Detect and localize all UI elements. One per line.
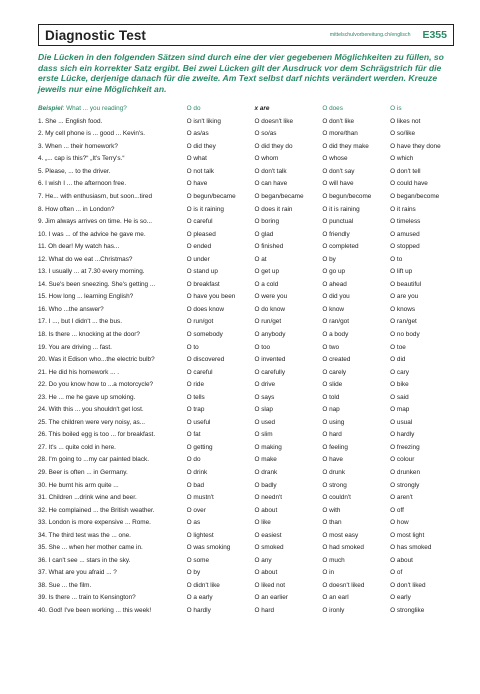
answer-option[interactable]: O it is raining	[322, 205, 360, 213]
answer-option[interactable]: O an earlier	[254, 594, 288, 602]
answer-option[interactable]: O no body	[390, 330, 420, 338]
header-box	[38, 24, 454, 46]
answer-option[interactable]: O carely	[322, 368, 347, 376]
question-text: 14. Sue's been sneezing. She's getting ...	[38, 280, 156, 288]
question-text: 13. I usually ... at 7.30 every morning.	[38, 268, 145, 276]
answer-option[interactable]: O using	[322, 418, 345, 426]
example-option-3: O does	[322, 105, 343, 113]
answer-option[interactable]: O whom	[254, 155, 279, 163]
question-text: 31. Children ...drink wine and beer.	[38, 494, 137, 502]
answer-option[interactable]: O under	[186, 255, 210, 263]
answer-option[interactable]: O created	[322, 356, 351, 364]
question-text: 33. London is more expensive ... Rome.	[38, 519, 151, 527]
answer-option[interactable]: O about	[254, 569, 278, 577]
answer-option[interactable]: O did	[390, 356, 406, 364]
answer-option[interactable]: O don't tell	[390, 167, 421, 175]
answer-option[interactable]: O did they make	[322, 142, 369, 150]
question-text: 36. I can't see ... stars in the sky.	[38, 556, 131, 564]
answer-option[interactable]: O drive	[254, 381, 276, 389]
answer-option[interactable]: O whose	[322, 155, 348, 163]
site-url: mittelschulvorbereitung.ch/englisch	[329, 32, 411, 38]
answer-option[interactable]: O early	[390, 594, 411, 602]
answer-option[interactable]: O beautiful	[390, 280, 422, 288]
answer-option[interactable]: O told	[322, 393, 340, 401]
answer-option[interactable]: O like	[254, 519, 271, 527]
answer-option[interactable]: O stronglike	[390, 607, 425, 615]
answer-option[interactable]: O over	[186, 506, 206, 514]
answer-option[interactable]: O knows	[390, 305, 416, 313]
question-text: 19. You are driving ... fast.	[38, 343, 112, 351]
question-row	[38, 253, 454, 266]
answer-option[interactable]: O nap	[322, 406, 340, 414]
answer-option[interactable]: O do know	[254, 305, 286, 313]
question-text: 9. Jim always arrives on time. He is so...	[38, 218, 152, 226]
question-row	[38, 516, 454, 529]
answer-option[interactable]: O lift up	[390, 268, 413, 276]
answer-option[interactable]: O freezing	[390, 443, 420, 451]
answer-option[interactable]: O couldn't	[322, 494, 351, 502]
answer-option[interactable]: O do	[186, 456, 201, 464]
question-text: 27. It's ... quite cold in here.	[38, 443, 116, 451]
answer-option[interactable]: O bad	[186, 481, 205, 489]
answer-option[interactable]: O did they do	[254, 142, 293, 150]
question-text: 25. The children were very noisy, as...	[38, 418, 146, 426]
question-row	[38, 265, 454, 278]
answer-option[interactable]: O fat	[186, 431, 201, 439]
answer-option[interactable]: O know	[322, 305, 344, 313]
answer-option[interactable]: O is it raining	[186, 205, 224, 213]
answer-option[interactable]: O careful	[186, 368, 213, 376]
question-row	[38, 303, 454, 316]
page-title: Diagnostic Test	[45, 27, 147, 43]
answer-option[interactable]: O much	[322, 556, 345, 564]
answer-option[interactable]: O lightest	[186, 531, 214, 539]
answer-option[interactable]: O a early	[186, 594, 213, 602]
example-text: : What ... you reading?	[62, 105, 127, 113]
answer-option[interactable]: O slap	[254, 406, 273, 414]
question-text: 3. When ... their homework?	[38, 142, 118, 150]
answer-option[interactable]: O invented	[254, 356, 286, 364]
answer-option[interactable]: O making	[254, 443, 282, 451]
question-text: 29. Beer is often ... in Germany.	[38, 469, 128, 476]
answer-option[interactable]: O somebody	[186, 330, 223, 338]
question-text: 40. God! I've been working ... this week!	[38, 607, 152, 615]
answer-option[interactable]: O have	[322, 456, 343, 464]
answer-option[interactable]: O aren't	[390, 494, 413, 502]
answer-option[interactable]: O to	[186, 343, 199, 351]
question-row	[38, 391, 454, 404]
answer-option[interactable]: O didn't like	[186, 581, 220, 589]
question-text: 23. He ... me he gave up smoking.	[38, 393, 136, 401]
answer-option[interactable]: O than	[322, 519, 342, 527]
answer-option[interactable]: O punctual	[322, 218, 354, 226]
answer-option[interactable]: O useful	[186, 418, 211, 426]
question-row	[38, 203, 454, 216]
answer-option[interactable]: O map	[390, 406, 410, 414]
answer-option[interactable]: O isn't liking	[186, 117, 221, 125]
question-text: 18. Is there ... knocking at the door?	[38, 330, 140, 338]
answer-option[interactable]: O which	[390, 155, 414, 163]
answer-option[interactable]: O drunk	[322, 469, 346, 476]
answer-option[interactable]: O as/as	[186, 130, 209, 138]
answer-option[interactable]: O get up	[254, 268, 279, 276]
answer-option[interactable]: O discovered	[186, 356, 225, 364]
answer-option[interactable]: O strongly	[390, 481, 420, 489]
question-row	[38, 190, 454, 203]
question-text: 26. This boiled egg is too ... for breakfast.	[38, 431, 156, 439]
question-text: 7. He... with enthusiasm, but soon...tired	[38, 192, 153, 200]
answer-option[interactable]: O slide	[322, 381, 343, 389]
question-text: 6. I wish I ... the afternoon free.	[38, 180, 127, 188]
answer-option[interactable]: O began/become	[390, 192, 440, 200]
question-row	[38, 479, 454, 492]
answer-option[interactable]: O likes not	[390, 117, 421, 125]
answer-option[interactable]: O easiest	[254, 531, 282, 539]
example-option-1: O do	[186, 105, 201, 113]
answer-option[interactable]: O about	[390, 556, 413, 564]
question-row	[38, 353, 454, 366]
question-row	[38, 366, 454, 379]
answer-option[interactable]: O careful	[186, 218, 213, 226]
question-row	[38, 153, 454, 166]
answer-option[interactable]: O getting	[186, 443, 213, 451]
answer-option[interactable]: O pleased	[186, 230, 216, 238]
answer-option[interactable]: O an earl	[322, 594, 349, 602]
question-row	[38, 228, 454, 241]
answer-option[interactable]: O are you	[390, 293, 419, 301]
answer-option[interactable]: O began/became	[254, 192, 304, 200]
question-row	[38, 567, 454, 580]
document-code: E355	[422, 29, 447, 41]
answer-option[interactable]: O ironly	[322, 607, 345, 615]
answer-option[interactable]: O have	[186, 180, 208, 188]
answer-option[interactable]: O slim	[254, 431, 273, 439]
example-label: Beispiel	[38, 105, 63, 113]
question-row	[38, 542, 454, 555]
answer-option[interactable]: O ended	[186, 243, 212, 251]
answer-option[interactable]: O amused	[390, 230, 420, 238]
answer-option[interactable]: O hard	[254, 607, 275, 615]
answer-option[interactable]: O a body	[322, 330, 349, 338]
answer-option[interactable]: O cary	[390, 368, 409, 376]
question-rows	[38, 115, 454, 617]
question-text: 11. Oh dear! My watch has...	[38, 243, 120, 251]
answer-option[interactable]: O doesn't like	[254, 117, 294, 125]
question-text: 10. I was ... of the advice he gave me.	[38, 230, 146, 238]
answer-option[interactable]: O usual	[390, 418, 413, 426]
question-row	[38, 140, 454, 153]
answer-option[interactable]: O so/as	[254, 130, 277, 138]
answer-option[interactable]: O boring	[254, 218, 279, 226]
answer-option[interactable]: O hard	[322, 431, 342, 439]
question-row	[38, 491, 454, 504]
answer-option[interactable]: O at	[254, 255, 267, 263]
question-row	[38, 592, 454, 605]
answer-option[interactable]: O it rains	[390, 205, 416, 213]
question-text: 1. She ... English food.	[38, 117, 103, 125]
answer-option[interactable]: O have you been	[186, 293, 236, 301]
answer-option[interactable]: O about	[254, 506, 278, 514]
question-text: 21. He did his homework ... .	[38, 368, 119, 376]
answer-option[interactable]: O don't talk	[254, 167, 287, 175]
answer-option[interactable]: O did they	[186, 142, 216, 150]
question-row	[38, 604, 454, 617]
answer-option[interactable]: O run/got	[186, 318, 214, 326]
answer-option[interactable]: O more/than	[322, 130, 358, 138]
answer-option[interactable]: O hardly	[390, 431, 415, 439]
question-text: 12. What do we eat ...Christmas?	[38, 255, 133, 263]
answer-option[interactable]: O breakfast	[186, 280, 220, 288]
question-row	[38, 504, 454, 517]
question-text: 17. I ..., but I didn't ... the bus.	[38, 318, 122, 326]
question-row	[38, 115, 454, 128]
question-row	[38, 554, 454, 567]
answer-option[interactable]: O carefully	[254, 368, 286, 376]
answer-option[interactable]: O don't say	[322, 167, 355, 175]
answer-option[interactable]: O tells	[186, 393, 205, 401]
question-grid	[38, 102, 454, 616]
answer-option[interactable]: O drink	[186, 469, 208, 476]
example-option-2: x are	[254, 105, 270, 113]
question-row	[38, 278, 454, 291]
answer-option[interactable]: O were you	[254, 293, 288, 301]
answer-option[interactable]: O toe	[390, 343, 406, 351]
answer-option[interactable]: O mustn't	[186, 494, 214, 502]
question-row	[38, 429, 454, 442]
answer-option[interactable]: O to	[390, 255, 403, 263]
answer-option[interactable]: O begun/became	[186, 192, 236, 200]
example-question	[38, 105, 187, 112]
answer-option[interactable]: O most easy	[322, 531, 359, 539]
question-text: 35. She ... when her mother came in.	[38, 544, 143, 552]
answer-option[interactable]: O can have	[254, 180, 288, 188]
answer-option[interactable]: O drank	[254, 469, 278, 476]
question-text: 8. How often ... in London?	[38, 205, 115, 213]
question-row	[38, 579, 454, 592]
question-row	[38, 316, 454, 329]
answer-option[interactable]: O bike	[390, 381, 409, 389]
answer-option[interactable]: O friendly	[322, 230, 350, 238]
answer-option[interactable]: O hardly	[186, 607, 211, 615]
answer-option[interactable]: O anybody	[254, 330, 286, 338]
answer-option[interactable]: O ran/get	[390, 318, 417, 326]
answer-option[interactable]: O trap	[186, 406, 205, 414]
question-text: 15. How long ... learning English?	[38, 293, 134, 301]
answer-option[interactable]: O colour	[390, 456, 415, 464]
answer-option[interactable]: O completed	[322, 243, 359, 251]
answer-option[interactable]: O has smoked	[390, 544, 432, 552]
answer-option[interactable]: O said	[390, 393, 409, 401]
answer-option[interactable]: O off	[390, 506, 404, 514]
answer-option[interactable]: O was smoking	[186, 544, 231, 552]
question-row	[38, 416, 454, 429]
answer-option[interactable]: O glad	[254, 230, 274, 238]
answer-option[interactable]: O stopped	[390, 243, 420, 251]
answer-option[interactable]: O drunken	[390, 469, 421, 476]
question-text: 20. Was it Edison who...the electric bulb?	[38, 356, 155, 364]
question-text: 4. „... cap is this?“ „It's Terry's.“	[38, 155, 125, 163]
question-row	[38, 127, 454, 140]
answer-option[interactable]: O ride	[186, 381, 205, 389]
question-row	[38, 341, 454, 354]
question-row	[38, 328, 454, 341]
answer-option[interactable]: O badly	[254, 481, 277, 489]
instructions: Die Lücken in den folgenden Sätzen sind durch eine der vier gegebenen Möglichkeiten zu füllen, so dass sich ein korrekter Satz ergibt. Bei zwei Lücken gilt der Ausdruck vor dem Schrägstrich für die erste Lücke, derjenige danach für die zweite. Am Text selbst darf nichts verändert werden. Kreuze jeweils nur eine Möglichkeit an.	[38, 52, 444, 94]
answer-option[interactable]: O does know	[186, 305, 224, 313]
answer-option[interactable]: O finished	[254, 243, 284, 251]
question-text: 2. My cell phone is ... good ... Kevin's.	[38, 130, 146, 138]
question-row	[38, 404, 454, 417]
answer-option[interactable]: O doesn't liked	[322, 581, 365, 589]
question-row	[38, 454, 454, 467]
answer-option[interactable]: O liked not	[254, 581, 286, 589]
answer-option[interactable]: O go up	[322, 268, 346, 276]
answer-option[interactable]: O smoked	[254, 544, 284, 552]
answer-option[interactable]: O timeless	[390, 218, 421, 226]
example-row	[38, 102, 454, 115]
answer-option[interactable]: O don't like	[322, 117, 355, 125]
answer-option[interactable]: O will have	[322, 180, 354, 188]
answer-option[interactable]: O not talk	[186, 167, 214, 175]
answer-option[interactable]: O had smoked	[322, 544, 364, 552]
answer-option[interactable]: O run/get	[254, 318, 282, 326]
answer-option[interactable]: O in	[322, 569, 335, 577]
answer-option[interactable]: O ran/got	[322, 318, 349, 326]
answer-option[interactable]: O any	[254, 556, 272, 564]
question-text: 16. Who ...the answer?	[38, 305, 104, 313]
question-text: 22. Do you know how to ...a motorcycle?	[38, 381, 154, 389]
question-text: 38. Sue ... the film.	[38, 581, 92, 589]
answer-option[interactable]: O did you	[322, 293, 350, 301]
question-text: 30. He burnt his arm quite ...	[38, 481, 119, 489]
question-text: 24. With this ... you shouldn't get lost.	[38, 406, 144, 414]
question-text: 32. He complained ... the British weather.	[38, 506, 155, 514]
question-row	[38, 240, 454, 253]
answer-option[interactable]: O ahead	[322, 280, 347, 288]
answer-option[interactable]: O strong	[322, 481, 347, 489]
question-row	[38, 529, 454, 542]
answer-option[interactable]: O as	[186, 519, 201, 527]
answer-option[interactable]: O so/like	[390, 130, 416, 138]
answer-option[interactable]: O too	[254, 343, 271, 351]
question-row	[38, 378, 454, 391]
example-option-4: O is	[390, 105, 402, 113]
answer-option[interactable]: O a cold	[254, 280, 279, 288]
answer-option[interactable]: O with	[322, 506, 341, 514]
question-row	[38, 178, 454, 191]
question-row	[38, 291, 454, 304]
answer-option[interactable]: O says	[254, 393, 275, 401]
answer-option[interactable]: O how	[390, 519, 409, 527]
answer-option[interactable]: O make	[254, 456, 277, 464]
answer-option[interactable]: O what	[186, 155, 207, 163]
answer-option[interactable]: O used	[254, 418, 276, 426]
question-text: 5. Please, ... to the driver.	[38, 167, 111, 175]
answer-option[interactable]: O does it rain	[254, 205, 293, 213]
answer-option[interactable]: O by	[186, 569, 201, 577]
answer-option[interactable]: O stand up	[186, 268, 218, 276]
question-row	[38, 466, 454, 479]
answer-option[interactable]: O begun/become	[322, 192, 372, 200]
answer-option[interactable]: O feeling	[322, 443, 348, 451]
worksheet	[38, 24, 454, 617]
answer-option[interactable]: O two	[322, 343, 340, 351]
question-row	[38, 441, 454, 454]
question-text: 37. What are you afraid ... ?	[38, 569, 117, 577]
answer-option[interactable]: O by	[322, 255, 336, 263]
answer-option[interactable]: O of	[390, 569, 403, 577]
question-row	[38, 165, 454, 178]
answer-option[interactable]: O have they done	[390, 142, 441, 150]
answer-option[interactable]: O some	[186, 556, 210, 564]
answer-option[interactable]: O don't liked	[390, 581, 426, 589]
question-row	[38, 215, 454, 228]
question-text: 39. Is there ... train to Kensington?	[38, 594, 136, 602]
answer-option[interactable]: O could have	[390, 180, 428, 188]
answer-option[interactable]: O needn't	[254, 494, 282, 502]
question-text: 28. I'm going to ...my car painted black.	[38, 456, 149, 464]
question-text: 34. The third test was the ... one.	[38, 531, 131, 539]
answer-option[interactable]: O most light	[390, 531, 425, 539]
